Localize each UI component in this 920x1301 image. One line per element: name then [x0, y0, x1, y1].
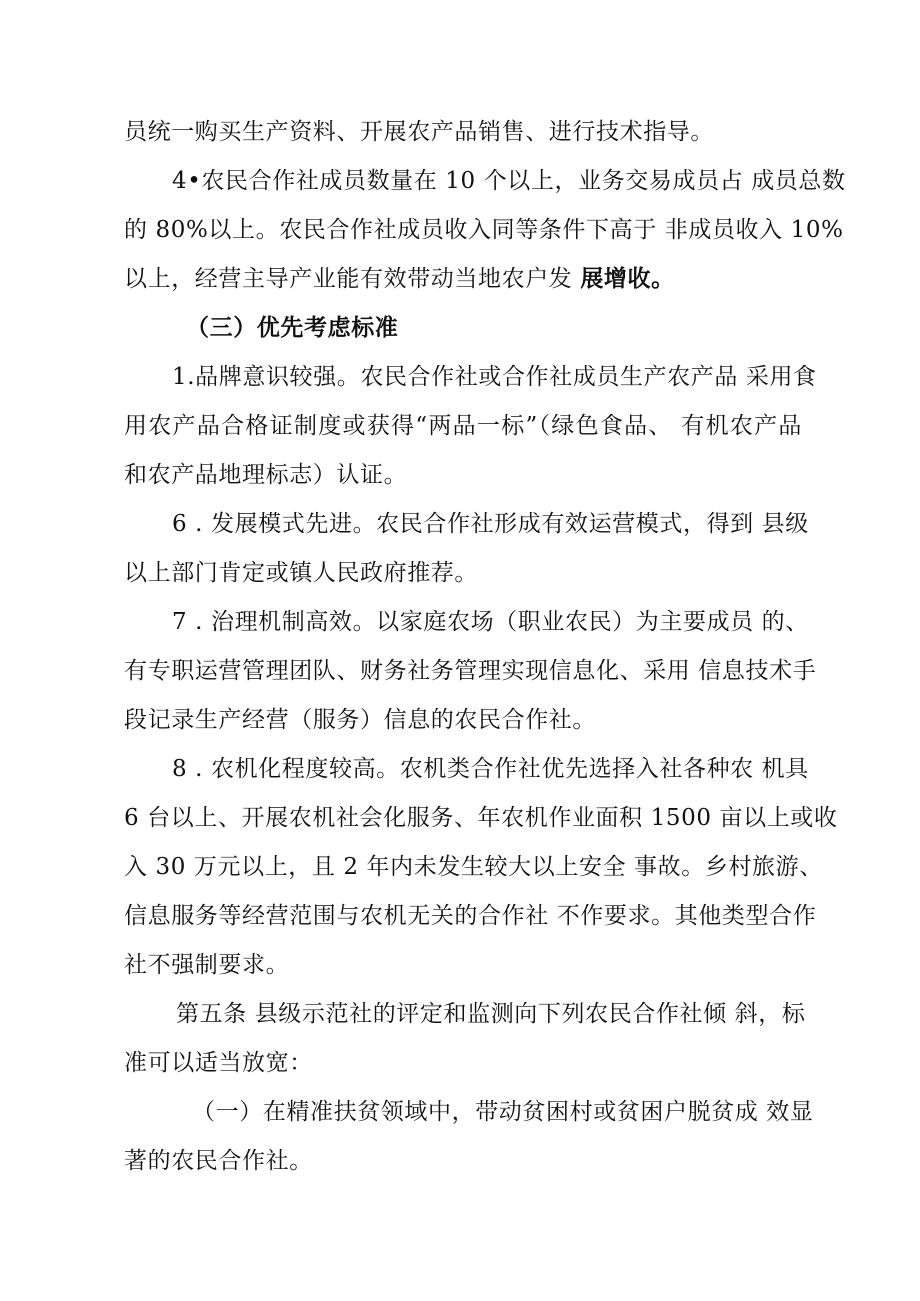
paragraph-line: 的 80%以上。农民合作社成员收入同等条件下高于 非成员收入 10%: [124, 217, 844, 243]
paragraph-line: 用农产品合格证制度或获得“两品一标”（绿色食品、 有机农产品: [124, 413, 802, 439]
paragraph-line: 段记录生产经营（服务）信息的农民合作社。: [124, 707, 596, 733]
paragraph-line: 6 . 发展模式先进。农民合作社形成有效运营模式，得到 县级: [172, 511, 809, 537]
paragraph-line: 7 . 治理机制高效。以家庭农场（职业农民）为主要成员 的、: [172, 609, 809, 635]
paragraph-line: 4•农民合作社成员数量在 10 个以上，业务交易成员占 成员总数: [172, 168, 846, 194]
paragraph-line: 社不强制要求。: [124, 952, 290, 978]
emphasis-text: 展增收。: [580, 266, 675, 292]
paragraph-line: 以上部门肯定或镇人民政府推荐。: [124, 560, 478, 586]
paragraph-line: 1.品牌意识较强。农民合作社或合作社成员生产农产品 采用食: [172, 364, 817, 390]
section-heading: （三）优先考虑标准: [186, 315, 399, 341]
paragraph-line: 第五条 县级示范社的评定和监测向下列农民合作社倾 斜，标: [176, 1001, 806, 1027]
paragraph-line: [124, 264, 802, 294]
paragraph-line: 和农产品地理标志）认证。: [124, 462, 408, 488]
paragraph-line: 入 30 万元以上，且 2 年内未发生较大以上安全 事故。乡村旅游、: [124, 854, 823, 880]
paragraph-text: 以上，经营主导产业能有效带动当地农户发: [124, 266, 573, 292]
paragraph-line: 6 台以上、开展农机社会化服务、年农机作业面积 1500 亩以上或收: [124, 805, 838, 831]
paragraph-line: 8 . 农机化程度较高。农机类合作社优先选择入社各种农 机具: [172, 756, 809, 782]
paragraph-line: （一）在精准扶贫领域中，带动贫困村或贫困户脱贫成 效显: [192, 1099, 814, 1125]
paragraph-line: 有专职运营管理团队、财务社务管理实现信息化、采用 信息技术手: [124, 658, 817, 684]
paragraph-line: 员统一购买生产资料、开展农产品销售、进行技术指导。: [124, 119, 714, 145]
paragraph-line: 信息服务等经营范围与农机无关的合作社 不作要求。其他类型合作: [124, 903, 817, 929]
paragraph-line: 著的农民合作社。: [124, 1148, 313, 1174]
paragraph-line: 准可以适当放宽：: [124, 1050, 313, 1076]
